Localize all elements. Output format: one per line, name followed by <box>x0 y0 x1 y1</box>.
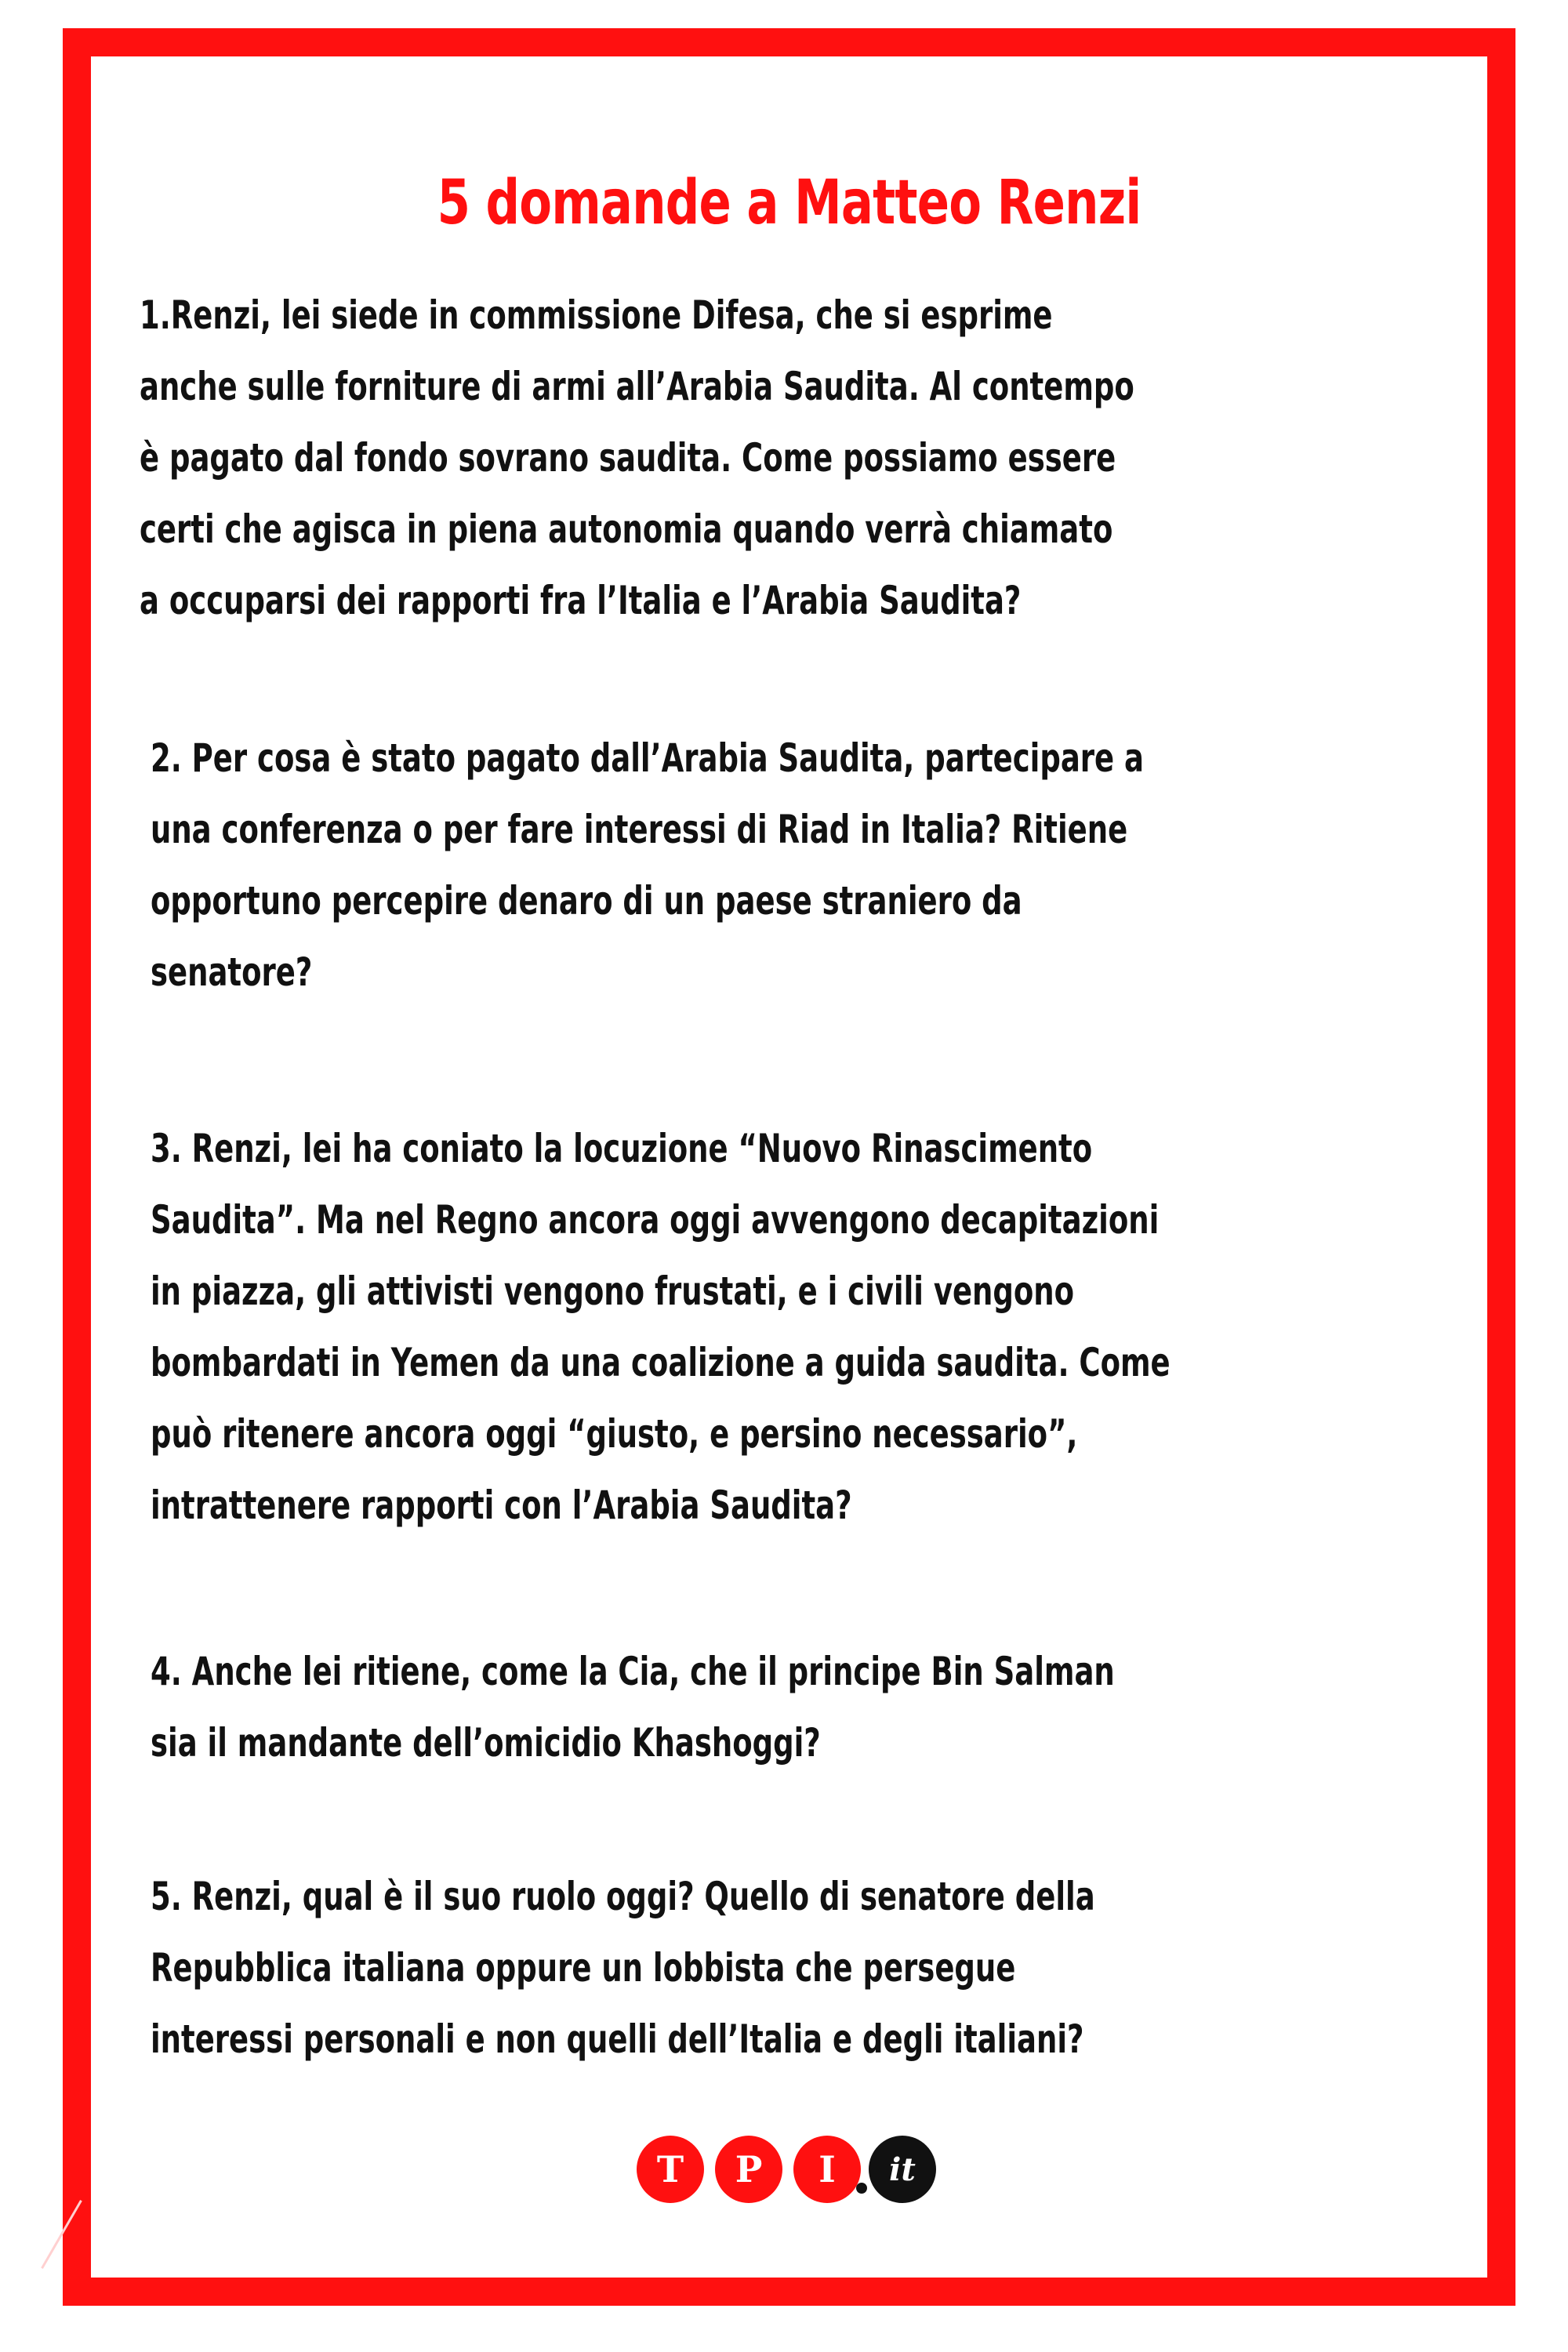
question-line: una conferenza o per fare interessi di Riad in Italia? Ritiene <box>151 807 1128 852</box>
question-line: in piazza, gli attivisti vengono frustati, e i civili vengono <box>151 1269 1075 1314</box>
question-line: 1.Renzi, lei siede in commissione Difesa, che si esprime <box>140 292 1053 338</box>
question-4 <box>151 1636 1115 1779</box>
logo-letter-it: it <box>869 2136 936 2203</box>
question-line: opportuno percepire denaro di un paese straniero da <box>151 878 1022 924</box>
question-line: anche sulle forniture di armi all’Arabia Saudita. Al contempo <box>140 364 1134 409</box>
question-5 <box>151 1861 1095 2075</box>
question-line: Saudita”. Ma nel Regno ancora oggi avvengono decapitazioni <box>151 1197 1160 1243</box>
logo-letter-i: I <box>793 2136 861 2203</box>
question-line: è pagato dal fondo sovrano saudita. Come possiamo essere <box>140 435 1116 481</box>
page-title: 5 domande a Matteo Renzi <box>437 168 1142 238</box>
question-line: 5. Renzi, qual è il suo ruolo oggi? Quello di senatore della <box>151 1874 1095 1919</box>
question-3 <box>151 1113 1171 1541</box>
logo-letter-p: P <box>715 2136 782 2203</box>
question-line: può ritenere ancora oggi “giusto, e persino necessario”, <box>151 1411 1078 1457</box>
question-line: intrattenere rapporti con l’Arabia Saudita? <box>151 1483 852 1528</box>
question-line: a occuparsi dei rapporti fra l’Italia e l’Arabia Saudita? <box>140 578 1022 623</box>
question-line: 4. Anche lei ritiene, come la Cia, che il principe Bin Salman <box>151 1649 1115 1694</box>
question-line: sia il mandante dell’omicidio Khashoggi? <box>151 1720 821 1766</box>
question-line: senatore? <box>151 949 313 995</box>
question-1 <box>140 280 1134 637</box>
question-line: bombardati in Yemen da una coalizione a guida saudita. Come <box>151 1340 1171 1385</box>
tpi-logo <box>637 2136 936 2203</box>
logo-letter-t: T <box>637 2136 704 2203</box>
question-2 <box>151 723 1144 1008</box>
question-line: Repubblica italiana oppure un lobbista che persegue <box>151 1945 1016 1991</box>
question-line: interessi personali e non quelli dell’Italia e degli italiani? <box>151 2016 1084 2062</box>
question-line: 3. Renzi, lei ha coniato la locuzione “Nuovo Rinascimento <box>151 1126 1093 1171</box>
question-line: 2. Per cosa è stato pagato dall’Arabia Saudita, partecipare a <box>151 735 1144 781</box>
question-line: certi che agisca in piena autonomia quando verrà chiamato <box>140 506 1113 552</box>
